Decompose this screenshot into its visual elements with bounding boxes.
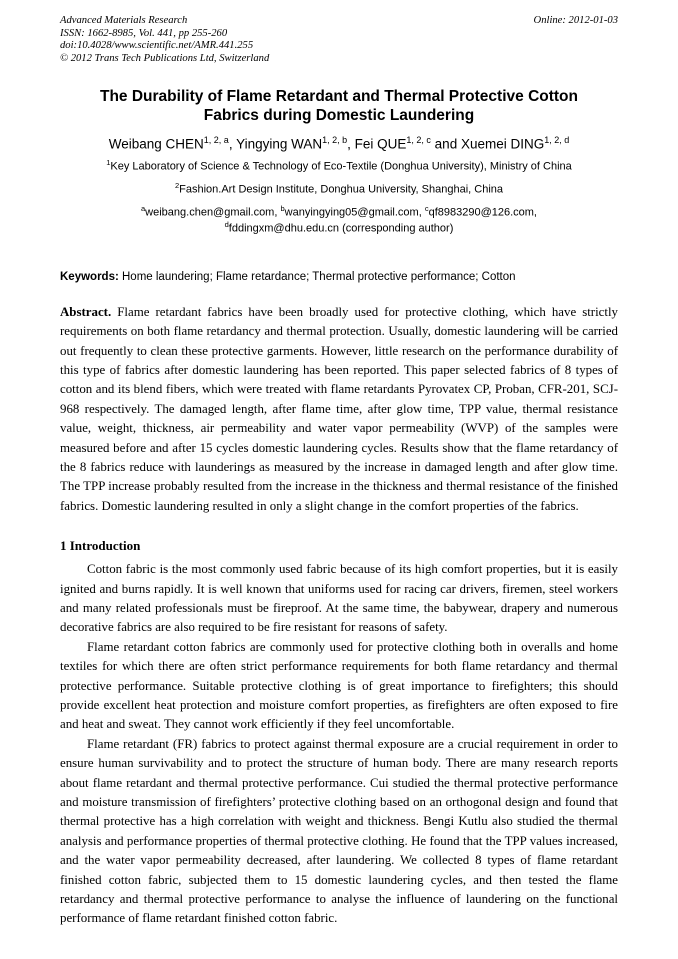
emails-line-1: $^a$weibang.chen@gmail.com, $^b$wanyingying05@gmail.com, $^c$qf8983290@126.com, xyxy=(141,203,537,219)
authors-line: Weibang CHEN$^{1, 2, a}$, Yingying WAN$^{1, 2, b}$, Fei QUE$^{1, 2, c}$ and Xuemei DING$^{1, 2, d}$ xyxy=(108,134,570,152)
copyright-line: © 2012 Trans Tech Publications Ltd, Switzerland xyxy=(60,53,270,65)
issn-line: ISSN: 1662-8985, Vol. 441, pp 255-260 xyxy=(60,27,228,39)
journal-header-left xyxy=(60,15,269,66)
section-heading-introduction: 1 Introduction xyxy=(60,538,141,554)
author-emails xyxy=(60,204,618,237)
affiliation-2: $^2$Fashion.Art Design Institute, Donghua University, Shanghai, China xyxy=(174,181,504,197)
journal-header xyxy=(60,15,618,66)
doi-line: doi:10.4028/www.scientific.net/AMR.441.255 xyxy=(60,40,254,52)
abstract-text: Flame retardant fabrics have been broadly used for protective clothing, which have strictly requirements on both flame retardancy and thermal protection. Usually, domestic laundering will be carried out frequently to clean these protective garments. However, little research on the performance durability of this type of fabrics after domestic laundering has been reported. This paper selected fabrics of 8 types of cotton and its blend fibers, which were treated with flame retardants Pyrovatex CP, Proban, CFR-201, SCJ-968 respectively. The damaged length, after flame time, after glow time, TPP value, thermal resistance value, weight, thickness, air permeability and water vapor permeability (WVP) of the samples were measured before and after 15 cycles domestic laundering cycles. Results show that the flame retardancy of the 8 fabrics reduce with launderings as measured by the increase in damaged length and after glow time. The TPP increase probably resulted from the increase in the thickness and thermal resistance of the finished fabrics. Domestic laundering resulted in only a slight change in the comfort properties of the fabrics. xyxy=(60,304,618,513)
emails-line-2: $^d$fddingxm@dhu.edu.cn (corresponding author) xyxy=(224,220,454,235)
intro-paragraph-3: Flame retardant (FR) fabrics to protect against thermal exposure are a crucial requirement in order to ensure human survivability and to protect the structure of human body. There are many research reports about flame retardant and thermal protective performance. Cui studied the thermal protective performance and moisture transmission of firefighters’ protective clothing based on an orthogonal design and found that thermal protective has a high correlation with weight and thickness. Bengi Kutlu also studied the thermal analysis and performance properties of thermal protective clothing. He found that the TPP values increased, and the water vapor permeability decreased, after laundering. We collected 8 types of flame retardant finished cotton fabric, subjected them to 15 domestic laundering cycles, and then tested the flame retardancy and thermal protective performance to analyse the influence of laundering on the functional performance of flame retardant finished cotton fabric. xyxy=(60,736,618,926)
paper-title: The Durability of Flame Retardant and Thermal Protective Cotton Fabrics during Domestic Laundering xyxy=(100,87,578,125)
intro-paragraph-1: Cotton fabric is the most commonly used fabric because of its high comfort properties, but it is easily ignited and burns rapidly. It is well known that uniforms used for racing car drivers, firemen, steel workers and many related professionals must be fireproof. At the same time, the babywear, drapery and numerous decorative fabrics are also required to be fire resistant for reasons of safety. xyxy=(60,562,618,635)
affiliation-1: $^1$Key Laboratory of Science & Technology of Eco-Textile (Donghua University), Ministry of China xyxy=(106,158,572,173)
keywords-line xyxy=(60,271,618,283)
abstract-label: Abstract. xyxy=(60,304,112,319)
journal-name: Advanced Materials Research xyxy=(60,15,188,26)
intro-paragraph-2: Flame retardant cotton fabrics are commonly used for protective clothing both in overalls and home textiles for which there are often strict performance requirements for both flame retardancy and thermal protective performance. Suitable protective clothing is of great importance to firefighters; this should provide excellent heat protection and moisture comfort properties, as firefighters are often exposed to fire and heat and sweat. They cannot work efficiently if they feel uncomfortable. xyxy=(60,639,618,732)
online-date: Online: 2012-01-03 xyxy=(533,15,618,26)
keywords-label: Keywords: xyxy=(60,270,119,283)
abstract xyxy=(60,303,618,516)
keywords-text: Home laundering; Flame retardance; Thermal protective performance; Cotton xyxy=(118,270,516,283)
